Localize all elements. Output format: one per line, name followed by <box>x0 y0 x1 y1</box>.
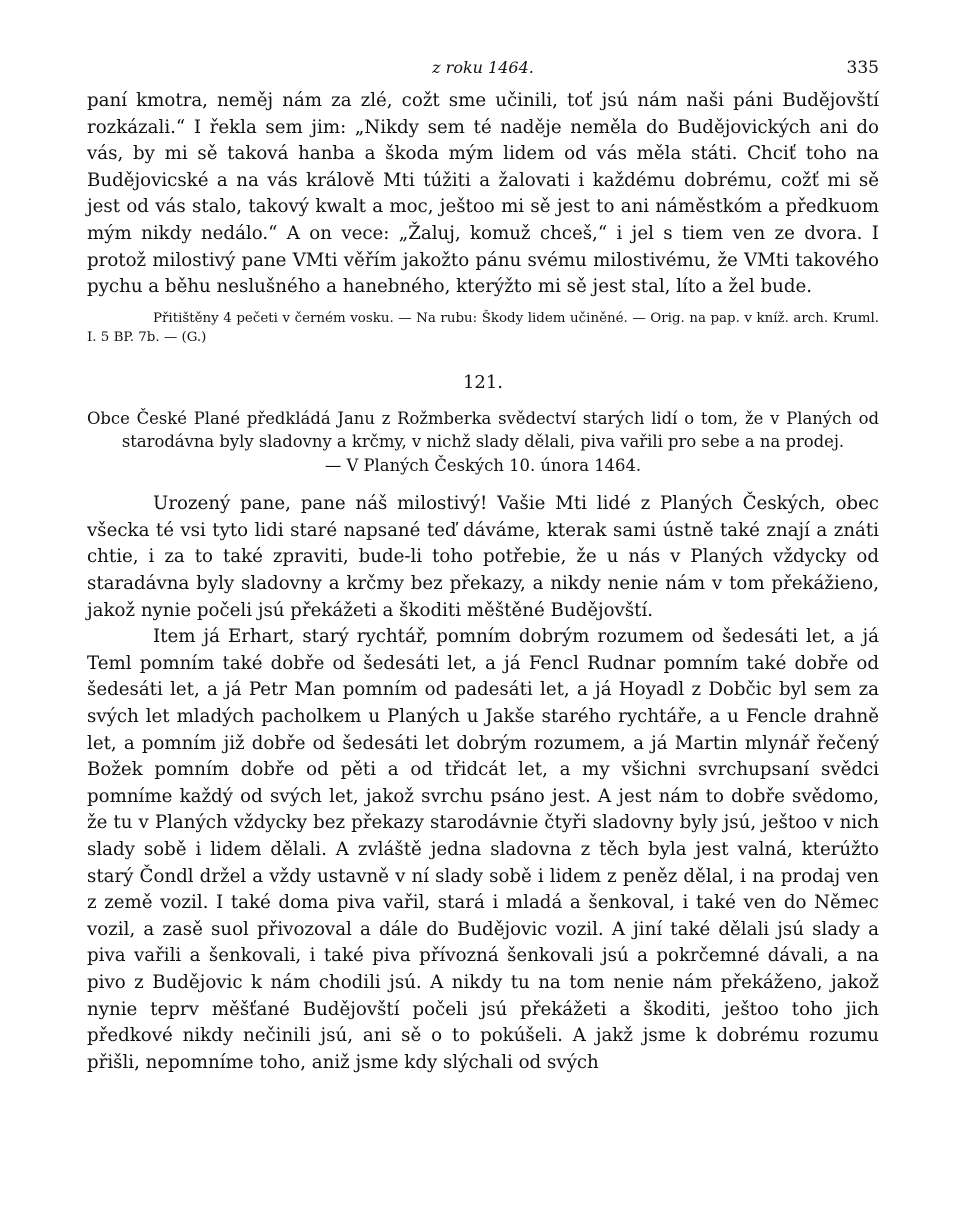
body-paragraph-1: Urozený pane, pane náš milostivý! Vašie Mti lidé z Planých Českých, obec všecka té vsi tyto lidi staré napsané teď dáváme, kterak sami ústně také znají a znáti chtie, i za to také zpraviti, bude-li toho potřebie, že u nás v Planých vždycky od staradávna byly sladovny a krčmy bez překazy, a nikdy nenie nám v tom překážieno, jakož nynie počeli jsú překážeti a škoditi měštěné Budějovští. <box>87 493 879 621</box>
document-body <box>87 491 879 1076</box>
continuation-paragraph: paní kmotra, neměj nám za zlé, cožt sme učinili, toť jsú nám naši páni Budějovští rozkázali.“ I řekla sem jim: „Nikdy sem té naděje neměla do Budějovických ani do vás, by mi sě taková hanba a škoda mým lidem od vás měla státi. Chciť toho na Budějovicské a na vás králově Mti túžiti a žalovati i každému dobrému, cožť mi sě jest od vás stalo, takový kwalt a moc, ještoo mi sě jest to ani náměstkóm a předkuom mým nikdy nedálo.“ A on vece: „Žaluj, komuž chceš,“ i jel s tiem ven ze dvora. I protož milostivý pane VMti věřím jakožto pánu svému milostivému, že VMti takového pychu a běhu neslušného a hanebného, kterýžto mi sě jest stal, líto a žel bude. <box>87 90 879 298</box>
document-regest <box>87 407 879 478</box>
date-line: — V Planých Českých 10. února 1464. <box>324 455 642 475</box>
source-note: Přitištěny 4 pečeti v černém vosku. — Na rubu: Škody lidem učiněné. — Orig. na pap. v kníž. arch. Kruml. I. 5 BP. 7b. — (G.) <box>87 310 879 345</box>
page <box>87 58 879 1076</box>
running-title: z roku 1464. <box>432 58 534 77</box>
regest-text: Obce České Plané předkládá Janu z Rožmberka svědectví starých lidí o tom, že v Planých od starodávna byly sladovny a krčmy, v nichž slady dělali, piva vařili pro sebe a na prodej. <box>87 408 879 452</box>
page-number: 335 <box>846 58 879 78</box>
document-number: 121. <box>462 371 504 393</box>
page-header <box>87 58 879 88</box>
body-paragraph-2: Item já Erhart, starý rychtář, pomním dobrým rozumem od šedesáti let, a já Teml pomním také dobře od šedesáti let, a já Fencl Rudnar pomním také dobře od šedesáti let, a já Petr Man pomním od padesáti let, a já Hoyadl z Dobčic byl sem za svých let mladých pacholkem u Planých u Jakše starého rychtáře, a u Fencle drahně let, a pomním již dobře od šedesáti let dobrým rozumem, a já Martin mlynář řečený Božek pomním dobře od pěti a od třidcát let, a my všichni svrchupsaní svědci pomníme každý od svých let, jakož svrchu psáno jest. A jest nám to dobře svědomo, že tu v Planých vždycky bez překazy starodávnie čtyři sladovny byly jsú, ještoo v nich slady sobě i lidem dělali. A zvláště jedna sladovna z těch byla jest valná, kterúžto starý Čondl držel a vždy ustavně v ní slady sobě i lidem z peněz dělal, i na prodaj ven z země vozil. I také doma piva vařil, stará i mladá a šenkoval, i také ven do Němec vozil, a zasě suol přivozoval a dále do Budějovic vozil. A jiní také dělali jsú slady a piva vařili a šenkovali, i také piva přívozná šenkovali jsú a pokrčemné dávali, a na pivo z Budějovic k nám chodili jsú. A nikdy tu na tom nenie nám překáženo, jakož nynie teprv měšťané Budějovští počeli jsú překážeti a škoditi, ještoo toho jich předkové nikdy nečinili jsú, ani sě o to pokúšeli. A jakž jsme k dobrému rozumu přišli, nepomníme toho, aniž jsme kdy slýchali od svých <box>87 626 879 1073</box>
